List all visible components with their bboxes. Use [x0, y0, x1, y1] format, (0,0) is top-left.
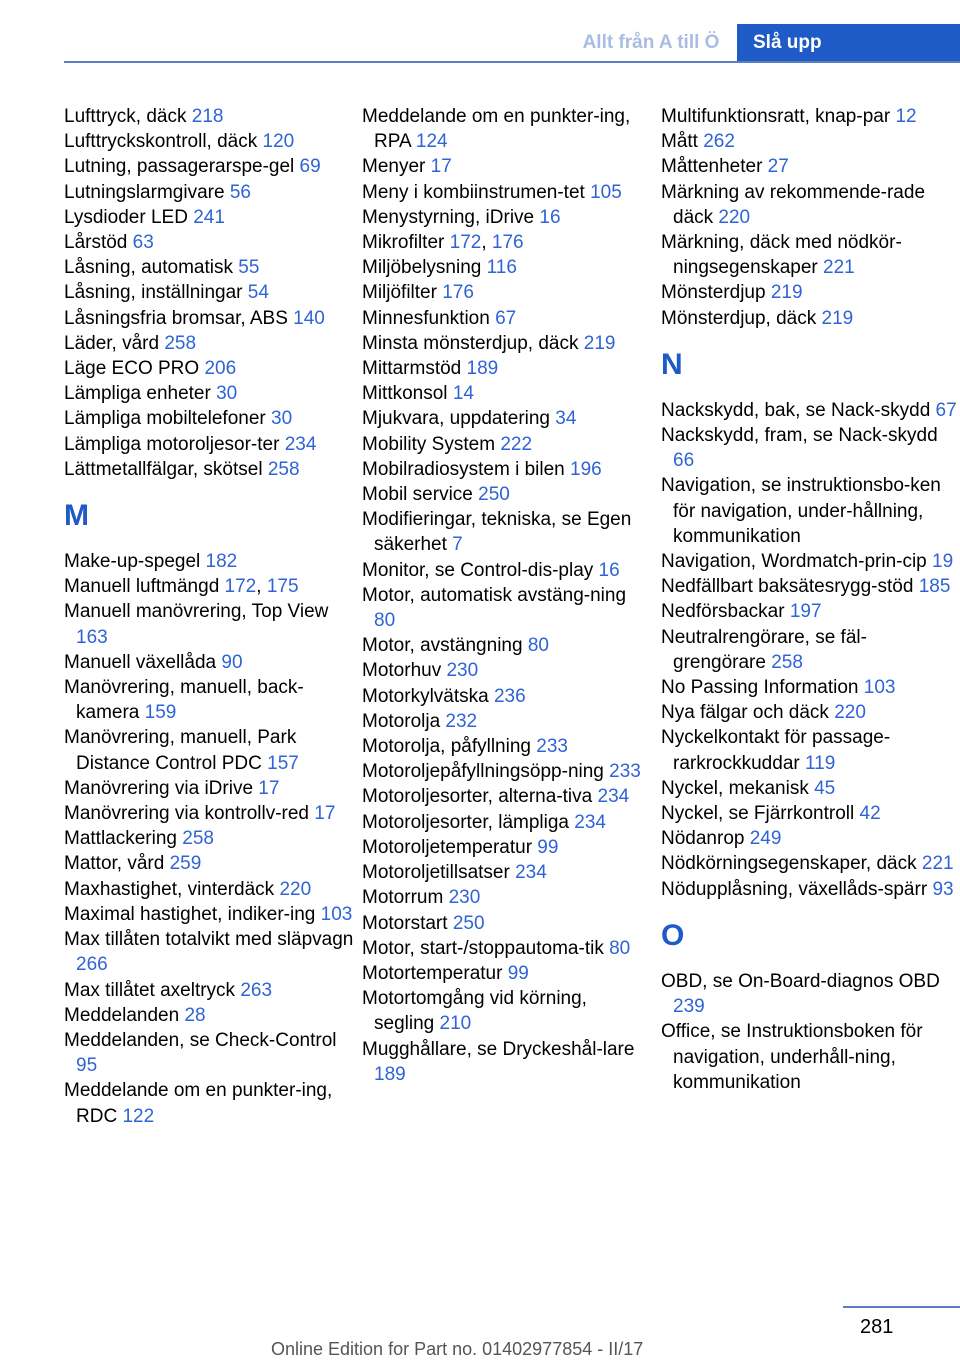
index-entry-text: Motor, start-/stoppautoma‐tik	[362, 937, 610, 959]
page-ref-link[interactable]: 249	[749, 828, 782, 850]
page-ref-link[interactable]: 66	[673, 450, 695, 472]
page-ref-link[interactable]: 232	[445, 710, 478, 732]
page-ref-link[interactable]: 80	[527, 635, 549, 657]
index-entry-text: Motorstart	[362, 912, 453, 934]
index-entry	[661, 826, 957, 851]
index-entry-text: Miljöbelysning	[362, 257, 487, 279]
index-entry	[661, 725, 957, 775]
index-entry	[362, 180, 652, 205]
index-entry-text: Lufttryckskontroll, däck	[64, 131, 263, 153]
page-ref-link[interactable]: 189	[374, 1063, 406, 1085]
index-entry-text: Modifieringar, tekniska, se Egen säkerhet	[362, 509, 632, 556]
page-ref-link[interactable]: 69	[299, 156, 321, 178]
index-entry-text: Mittarmstöd	[362, 358, 467, 380]
index-entry	[64, 801, 354, 826]
index-entry	[64, 230, 354, 255]
index-entry	[362, 961, 652, 986]
index-entry-text: Motor, automatisk avstäng‐ning	[362, 584, 627, 606]
index-entry-text: Motortemperatur	[362, 962, 508, 984]
index-entry-text: Låsningsfria bromsar, ABS	[64, 307, 294, 329]
index-entry-text: Motoroljetemperatur	[362, 836, 538, 858]
page-ref-link[interactable]: 197	[789, 601, 822, 623]
index-entry-text: Nackskydd, bak, se Nack‐skydd	[661, 399, 936, 421]
index-entry	[362, 885, 652, 910]
index-entry	[362, 104, 652, 154]
index-entry-text: Mått	[661, 131, 704, 153]
index-entry-text: Lutningslarmgivare	[64, 181, 230, 203]
page-ref-link[interactable]: 185	[918, 576, 951, 598]
index-entry	[661, 851, 957, 876]
index-entry-text: Meny i kombiinstrumen‐tet	[362, 181, 591, 203]
page-ref-link[interactable]: 105	[590, 181, 622, 203]
page-ref-link[interactable]: 182	[205, 551, 238, 573]
index-entry-text: Mobilradiosystem i bilen	[362, 458, 571, 480]
index-entry-text: Max tillåten totalvikt med släpvagn	[64, 929, 354, 951]
page-ref-link[interactable]: 14	[452, 383, 474, 405]
index-entry-text: Mattlackering	[64, 828, 183, 850]
index-entry-text: Max tillåtet axeltryck	[64, 979, 241, 1001]
index-entry	[362, 658, 652, 683]
index-entry-text: Motoroljesorter, alterna‐tiva	[362, 786, 598, 808]
page-ref-link[interactable]: 90	[221, 651, 243, 673]
index-entry	[362, 986, 652, 1036]
page-ref-link[interactable]: 67	[935, 399, 957, 421]
index-entry	[64, 725, 354, 775]
index-entry-text: Motorolja	[362, 710, 446, 732]
page-ref-separator: ,	[481, 232, 492, 254]
index-entry-text: Neutralrengörare, se fäl‐grengörare	[661, 626, 867, 673]
index-entry	[362, 154, 652, 179]
index-entry-text: Måttenheter	[661, 156, 768, 178]
index-entry	[64, 1028, 354, 1078]
index-column-2	[362, 104, 652, 1087]
index-entry	[64, 129, 354, 154]
index-entry	[64, 104, 354, 129]
index-entry	[362, 810, 652, 835]
page-ref-link[interactable]: 196	[570, 458, 602, 480]
index-entry-text: Manuell växellåda	[64, 651, 222, 673]
index-entry-text: Mobil service	[362, 484, 479, 506]
index-entry	[661, 154, 957, 179]
index-entry-text: Mattor, vård	[64, 853, 170, 875]
page-ref-link[interactable]: 30	[271, 408, 293, 430]
page-ref-link[interactable]: 258	[267, 458, 300, 480]
index-entry-text: Låsning, inställningar	[64, 282, 248, 304]
index-entry-text: Minnesfunktion	[362, 307, 496, 329]
page-ref-link[interactable]: 210	[439, 1013, 472, 1035]
index-entry	[362, 709, 652, 734]
index-entry-text: Motorhuv	[362, 660, 447, 682]
index-entry	[362, 835, 652, 860]
index-entry-text: Lufttryck, däck	[64, 106, 192, 127]
index-entry	[661, 306, 957, 331]
index-entry-text: Nyckel, mekanisk	[661, 777, 815, 799]
page-ref-separator: ,	[256, 576, 267, 598]
index-entry	[64, 154, 354, 179]
page-ref-link[interactable]: 116	[486, 257, 517, 279]
page-ref-link[interactable]: 12	[895, 106, 917, 127]
index-entry	[362, 684, 652, 709]
index-entry	[362, 331, 652, 356]
page-ref-link[interactable]: 221	[823, 257, 855, 279]
page-ref-link[interactable]: 250	[452, 912, 485, 934]
page-ref-link[interactable]: 140	[293, 307, 325, 329]
index-entry	[64, 180, 354, 205]
index-entry-text: Navigation, se instruktionsbo‐ken för navigation, under‐hållning, kommunikation	[661, 475, 941, 547]
page-ref-link[interactable]: 119	[805, 752, 836, 774]
index-entry-text: Mugghållare, se Dryckeshål‐lare	[362, 1038, 635, 1060]
index-entry-text: Lämpliga enheter	[64, 383, 217, 405]
index-entry-text: Nackskydd, fram, se Nack‐skydd	[661, 425, 938, 447]
index-entry-text: Mikrofilter	[362, 232, 450, 254]
index-entry	[64, 902, 354, 927]
index-entry-text: Menyer	[362, 156, 431, 178]
page-ref-link[interactable]: 222	[500, 433, 533, 455]
index-entry-text: Meddelanden, se Check-Control	[64, 1029, 337, 1051]
index-entry	[362, 633, 652, 658]
header-rule	[64, 61, 960, 63]
index-entry	[64, 877, 354, 902]
index-entry-text: Office, se Instruktionsboken för navigation, underhåll‐ning, kommunikation	[661, 1021, 923, 1093]
index-entry-text: Nödanrop	[661, 828, 750, 850]
page-ref-link[interactable]: 45	[814, 777, 836, 799]
page-ref-link[interactable]: 218	[191, 106, 224, 127]
index-letter-heading: N	[661, 347, 683, 381]
page-ref-link[interactable]: 63	[132, 232, 154, 254]
page-ref-link[interactable]: 54	[247, 282, 269, 304]
index-entry-text: Lämpliga motoroljesor‐ter	[64, 433, 285, 455]
index-entry	[64, 1003, 354, 1028]
index-entry	[362, 280, 652, 305]
page-ref-link[interactable]: 157	[267, 752, 299, 774]
page-ref-link[interactable]: 176	[491, 232, 524, 254]
index-entry-text: Manövrering, manuell, Park Distance Control PDC	[64, 727, 297, 774]
page-ref-link[interactable]: 80	[374, 610, 396, 632]
page-ref-link[interactable]: 250	[478, 484, 510, 506]
index-entry	[362, 406, 652, 431]
page-ref-link[interactable]: 219	[770, 282, 803, 304]
index-entry	[661, 801, 957, 826]
page-ref-link[interactable]: 175	[266, 576, 299, 598]
page-ref-link[interactable]: 239	[673, 996, 705, 1018]
index-entry	[64, 549, 354, 574]
page-ref-link[interactable]: 262	[703, 131, 735, 153]
index-entry	[64, 574, 354, 599]
index-entry	[362, 1037, 652, 1087]
index-entry	[661, 969, 957, 1019]
index-entry	[64, 675, 354, 725]
index-entry	[362, 583, 652, 633]
page-ref-link[interactable]: 95	[76, 1055, 98, 1077]
index-entry	[64, 255, 354, 280]
index-entry	[661, 180, 957, 230]
page-ref-link[interactable]: 241	[193, 206, 225, 228]
index-entry-text: Lutning, passagerarspe‐gel	[64, 156, 300, 178]
index-entry	[362, 860, 652, 885]
index-entry-text: Manövrering, manuell, back‐kamera	[64, 677, 304, 724]
index-entry-text: Motoroljetillsatser	[362, 862, 516, 884]
index-entry-text: Motorkylvätska	[362, 685, 494, 707]
breadcrumb-tab[interactable]: Slå upp	[737, 24, 960, 61]
index-entry-text: Nedfällbart baksätesrygg‐stöd	[661, 576, 919, 598]
index-entry	[362, 230, 652, 255]
index-entry-text: Mönsterdjup, däck	[661, 307, 822, 329]
index-entry-text: Lättmetallfälgar, skötsel	[64, 458, 268, 480]
index-entry	[362, 507, 652, 557]
page-ref-link[interactable]: 219	[821, 307, 854, 329]
page-ref-link[interactable]: 176	[442, 282, 474, 304]
edition-footer: Online Edition for Part no. 01402977854 - II/17	[271, 1339, 644, 1359]
footer-rule	[843, 1306, 960, 1308]
index-entry	[661, 230, 957, 280]
page-ref-link[interactable]: 122	[122, 1105, 155, 1127]
page-ref-link[interactable]: 189	[466, 358, 499, 380]
index-entry-text: Manövrering via kontrollv‐red	[64, 803, 315, 825]
index-entry-text: Märkning, däck med nödkör‐ningsegenskaper	[661, 232, 902, 279]
index-entry-text: Motorrum	[362, 887, 449, 909]
page-ref-link[interactable]: 42	[859, 803, 881, 825]
index-entry-text: Läder, vård	[64, 332, 165, 354]
index-entry-text: OBD, se On-Board-diagnos OBD	[661, 970, 940, 992]
page-ref-link[interactable]: 120	[262, 131, 295, 153]
index-entry	[362, 734, 652, 759]
index-entry	[64, 927, 354, 977]
page-ref-link[interactable]: 16	[598, 559, 620, 581]
index-entry	[64, 205, 354, 230]
index-entry-text: Märkning av rekommende‐rade däck	[661, 181, 926, 228]
index-entry-text: Nedförsbackar	[661, 601, 790, 623]
page-number: 281	[860, 1316, 894, 1338]
index-entry-text: Multifunktionsratt, knap‐par	[661, 106, 896, 127]
page-ref-link[interactable]: 56	[229, 181, 251, 203]
index-entry-text: Meddelanden	[64, 1004, 185, 1026]
index-entry	[64, 280, 354, 305]
index-entry-text: Mjukvara, uppdatering	[362, 408, 556, 430]
page-ref-link[interactable]: 17	[430, 156, 452, 178]
index-entry	[362, 911, 652, 936]
index-entry	[362, 205, 652, 230]
index-entry	[362, 784, 652, 809]
index-entry	[64, 851, 354, 876]
index-entry-text: Navigation, Wordmatch-prin‐cip	[661, 551, 933, 573]
index-entry	[661, 398, 957, 423]
page-ref-link[interactable]: 103	[863, 677, 896, 699]
index-entry	[64, 978, 354, 1003]
index-entry	[64, 381, 354, 406]
index-entry-text: Motoroljepåfyllningsöpp‐ning	[362, 761, 610, 783]
index-entry-text: Meddelande om en punkter‐ing, RDC	[64, 1080, 333, 1127]
page-ref-link[interactable]: 233	[536, 736, 568, 758]
page-ref-link[interactable]: 99	[537, 836, 559, 858]
page-ref-link[interactable]: 233	[609, 761, 641, 783]
index-entry	[64, 776, 354, 801]
index-entry-text: Mobility System	[362, 433, 501, 455]
index-entry-text: Motoroljesorter, lämpliga	[362, 811, 575, 833]
index-entry-text: Minsta mönsterdjup, däck	[362, 332, 584, 354]
page-ref-link[interactable]: 234	[284, 433, 317, 455]
index-entry	[661, 1019, 957, 1095]
index-entry-text: Manövrering via iDrive	[64, 777, 259, 799]
index-entry-text: Monitor, se Control-dis‐play	[362, 559, 599, 581]
index-entry-text: Läge ECO PRO	[64, 358, 205, 380]
page-ref-link[interactable]: 236	[493, 685, 526, 707]
index-entry	[661, 549, 957, 574]
index-entry	[64, 306, 354, 331]
index-entry-text: Mittkonsol	[362, 383, 453, 405]
index-entry	[661, 104, 957, 129]
index-entry-text: Manuell manövrering, Top View	[64, 601, 329, 623]
page-ref-link[interactable]: 124	[415, 131, 448, 153]
page-ref-link[interactable]: 19	[932, 551, 954, 573]
page-ref-link[interactable]: 206	[204, 358, 237, 380]
index-entry-text: Nya fälgar och däck	[661, 702, 835, 724]
index-entry-text: Motortomgång vid körning, segling	[362, 988, 587, 1035]
page-ref-link[interactable]: 234	[574, 811, 606, 833]
index-entry	[661, 599, 957, 624]
index-entry-text: Menystyrning, iDrive	[362, 206, 540, 228]
index-entry-text: Motor, avstängning	[362, 635, 528, 657]
page-ref-link[interactable]: 99	[507, 962, 529, 984]
index-entry	[64, 599, 354, 649]
index-entry-text: Manuell luftmängd	[64, 576, 225, 598]
page-ref-link[interactable]: 234	[515, 862, 547, 884]
index-entry-text: Lårstöd	[64, 232, 133, 254]
page-ref-link[interactable]: 93	[932, 878, 954, 900]
page-ref-link[interactable]: 220	[279, 878, 312, 900]
index-entry	[64, 356, 354, 381]
index-letter-heading: O	[661, 918, 685, 952]
index-entry	[661, 473, 957, 549]
page-ref-link[interactable]: 55	[238, 257, 260, 279]
index-entry-text: No Passing Information	[661, 677, 864, 699]
index-entry	[64, 406, 354, 431]
index-entry	[661, 877, 957, 902]
index-entry-text: Mönsterdjup	[661, 282, 771, 304]
page-ref-link[interactable]: 220	[718, 206, 751, 228]
page-ref-link[interactable]: 266	[76, 954, 108, 976]
index-entry	[64, 331, 354, 356]
page-ref-link[interactable]: 159	[144, 702, 177, 724]
page-ref-link[interactable]: 220	[834, 702, 866, 724]
index-entry-text: Meddelande om en punkter‐ing, RPA	[362, 106, 631, 153]
index-entry-text: Lysdioder LED	[64, 206, 194, 228]
page-ref-link[interactable]: 30	[216, 383, 238, 405]
index-entry	[64, 457, 354, 482]
index-entry	[362, 482, 652, 507]
index-entry	[362, 558, 652, 583]
page-ref-link[interactable]: 34	[555, 408, 577, 430]
page-ref-link[interactable]: 221	[921, 853, 954, 875]
index-entry-text: Maximal hastighet, indiker‐ing	[64, 903, 321, 925]
index-entry	[661, 129, 957, 154]
page-ref-link[interactable]: 258	[182, 828, 214, 850]
index-entry-text: Motorolja, påfyllning	[362, 736, 537, 758]
index-column-1	[64, 104, 354, 1129]
index-entry	[661, 776, 957, 801]
page-ref-link[interactable]: 172	[224, 576, 257, 598]
index-letter-heading: M	[64, 499, 89, 533]
index-entry	[64, 650, 354, 675]
page-ref-link[interactable]: 219	[583, 332, 616, 354]
index-entry	[64, 1078, 354, 1128]
page-ref-link[interactable]: 16	[539, 206, 561, 228]
index-column-3	[661, 104, 957, 1095]
breadcrumb-section[interactable]: Allt från A till Ö	[582, 32, 720, 53]
index-entry	[362, 306, 652, 331]
page-ref-link[interactable]: 17	[314, 803, 336, 825]
page-ref-link[interactable]: 17	[258, 777, 280, 799]
index-entry	[661, 675, 957, 700]
index-entry-text: Nyckel, se Fjärrkontroll	[661, 803, 860, 825]
index-entry-text: Nödupplåsning, växellåds‐spärr	[661, 878, 933, 900]
index-entry-text: Nödkörningsegenskaper, däck	[661, 853, 922, 875]
page-ref-link[interactable]: 259	[169, 853, 202, 875]
page-ref-link[interactable]: 28	[184, 1004, 206, 1026]
page-ref-link[interactable]: 258	[771, 651, 803, 673]
index-entry-text: Miljöfilter	[362, 282, 443, 304]
index-entry-text: Lämpliga mobiltelefoner	[64, 408, 272, 430]
index-entry	[362, 381, 652, 406]
index-entry	[661, 280, 957, 305]
index-entry	[64, 826, 354, 851]
page-ref-link[interactable]: 230	[448, 887, 481, 909]
page-ref-link[interactable]: 7	[452, 534, 463, 556]
index-entry	[661, 700, 957, 725]
index-entry	[661, 574, 957, 599]
index-entry	[362, 356, 652, 381]
index-entry-text: Maxhastighet, vinterdäck	[64, 878, 280, 900]
index-entry	[362, 936, 652, 961]
page-ref-link[interactable]: 172	[449, 232, 482, 254]
page-ref-link[interactable]: 234	[597, 786, 630, 808]
page-ref-link[interactable]: 103	[320, 903, 353, 925]
index-entry-text: Låsning, automatisk	[64, 257, 239, 279]
index-entry	[64, 432, 354, 457]
index-entry-text: Make-up-spegel	[64, 551, 206, 573]
page-ref-link[interactable]: 67	[495, 307, 517, 329]
page-ref-link[interactable]: 27	[767, 156, 789, 178]
page-ref-link[interactable]: 163	[76, 626, 108, 648]
index-entry	[661, 625, 957, 675]
index-entry	[362, 759, 652, 784]
index-entry	[362, 432, 652, 457]
page-ref-link[interactable]: 263	[240, 979, 273, 1001]
page-ref-link[interactable]: 230	[446, 660, 479, 682]
index-entry	[661, 423, 957, 473]
index-entry	[362, 255, 652, 280]
page-ref-link[interactable]: 258	[164, 332, 197, 354]
page-ref-link[interactable]: 80	[609, 937, 631, 959]
index-entry-text: Nyckelkontakt för passage‐rarkrockkuddar	[661, 727, 891, 774]
index-entry	[362, 457, 652, 482]
